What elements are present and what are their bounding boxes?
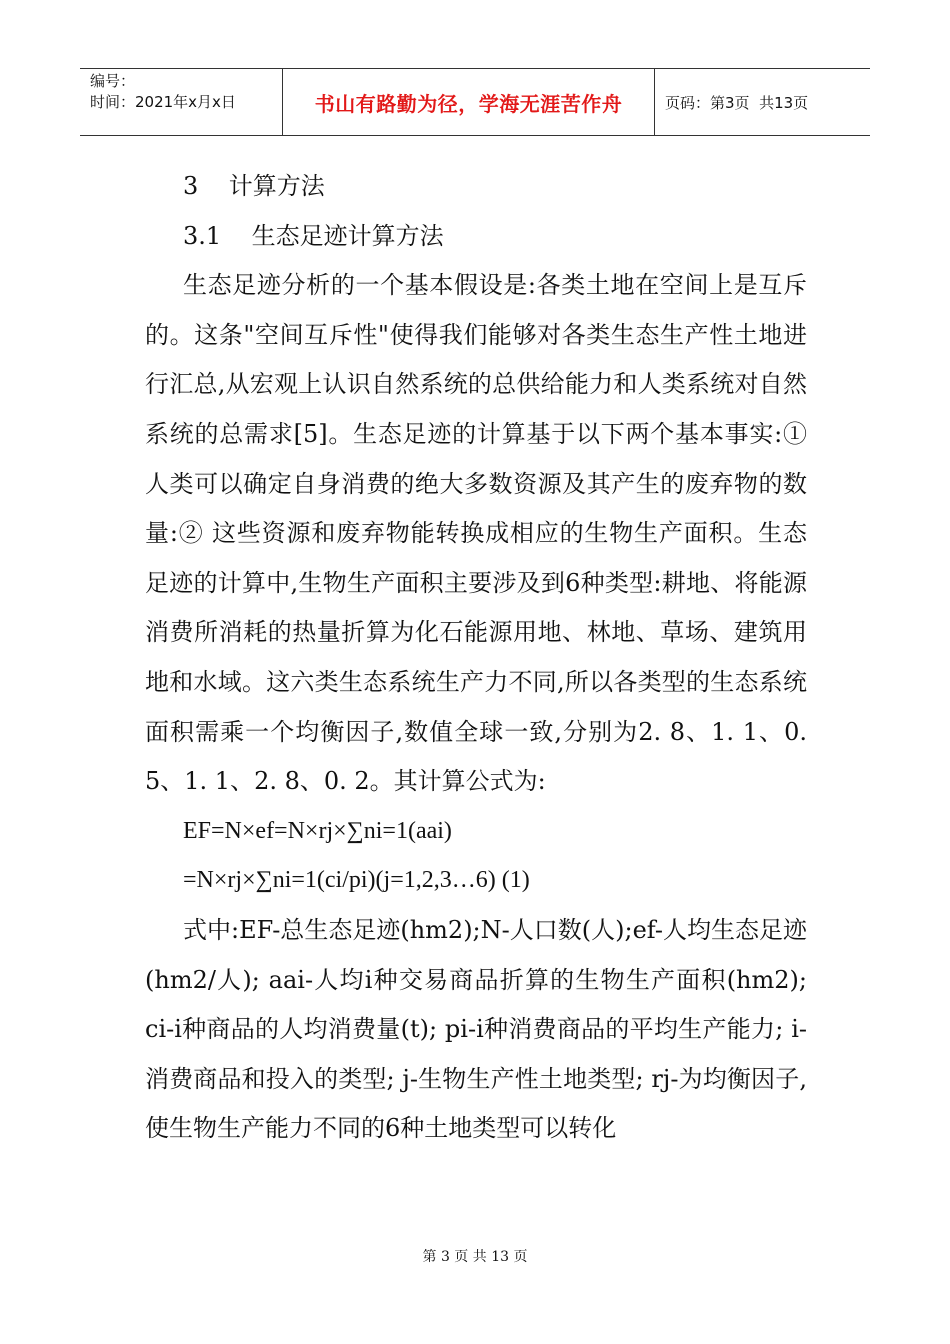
document-time-label: 时间：2021年x月x日 (90, 93, 236, 111)
body-paragraph: 式中:EF-总生态足迹(hm2);N-人口数(人);ef-人均生态足迹(hm2/人); aai-人均i种交易商品折算的生物生产面积(hm2); ci-i种商品的人均消费量(t); pi-i种消费商品的平均生产能力; i-消费商品和投入的类型; j-生物生产性土地类型; rj-为均衡因子,使生物生产能力不同的6种土地类型可以转化 (145, 915, 807, 1143)
page-info-text: 页码：第3页 共13页 (665, 93, 809, 112)
header-motto: 书山有路勤为径，学海无涯苦作舟 (283, 69, 655, 135)
formula-line: =N×rj×∑ni=1(ci/pi)(j=1,2,3…6) (1) (183, 867, 530, 894)
document-body (145, 162, 807, 1154)
section-heading: 3 计算方法 (183, 172, 325, 200)
header-meta (80, 69, 283, 135)
subsection-heading: 3.1 生态足迹计算方法 (183, 221, 444, 250)
page-footer: 第 3 页 共 13 页 (422, 1249, 528, 1265)
header-page-info (655, 69, 870, 135)
body-paragraph: 生态足迹分析的一个基本假设是:各类土地在空间上是互斥的。这条"空间互斥性"使得我们能够对各类生态生产性土地进行汇总,从宏观上认识自然系统的总供给能力和人类系统对自然系统的总需求[5]。生态足迹的计算基于以下两个基本事实:① 人类可以确定自身消费的绝大多数资源及其产生的废弃物的数量:② 这些资源和废弃物能转换成相应的生物生产面积。生态足迹的计算中,生物生产面积主要涉及到6种类型:耕地、将能源消费所消耗的热量折算为化石能源用地、林地、草场、建筑用地和水域。这六类生态系统生产力不同,所以各类型的生态系统面积需乘一个均衡因子,数值全球一致,分别为2. 8、1. 1、0. 5、1. 1、2. 8、0. 2。其计算公式为: (145, 271, 807, 796)
document-number-label: 编号： (90, 72, 136, 90)
page-header (80, 68, 870, 136)
formula-line: EF=N×ef=N×rj×∑ni=1(aai) (183, 817, 452, 844)
